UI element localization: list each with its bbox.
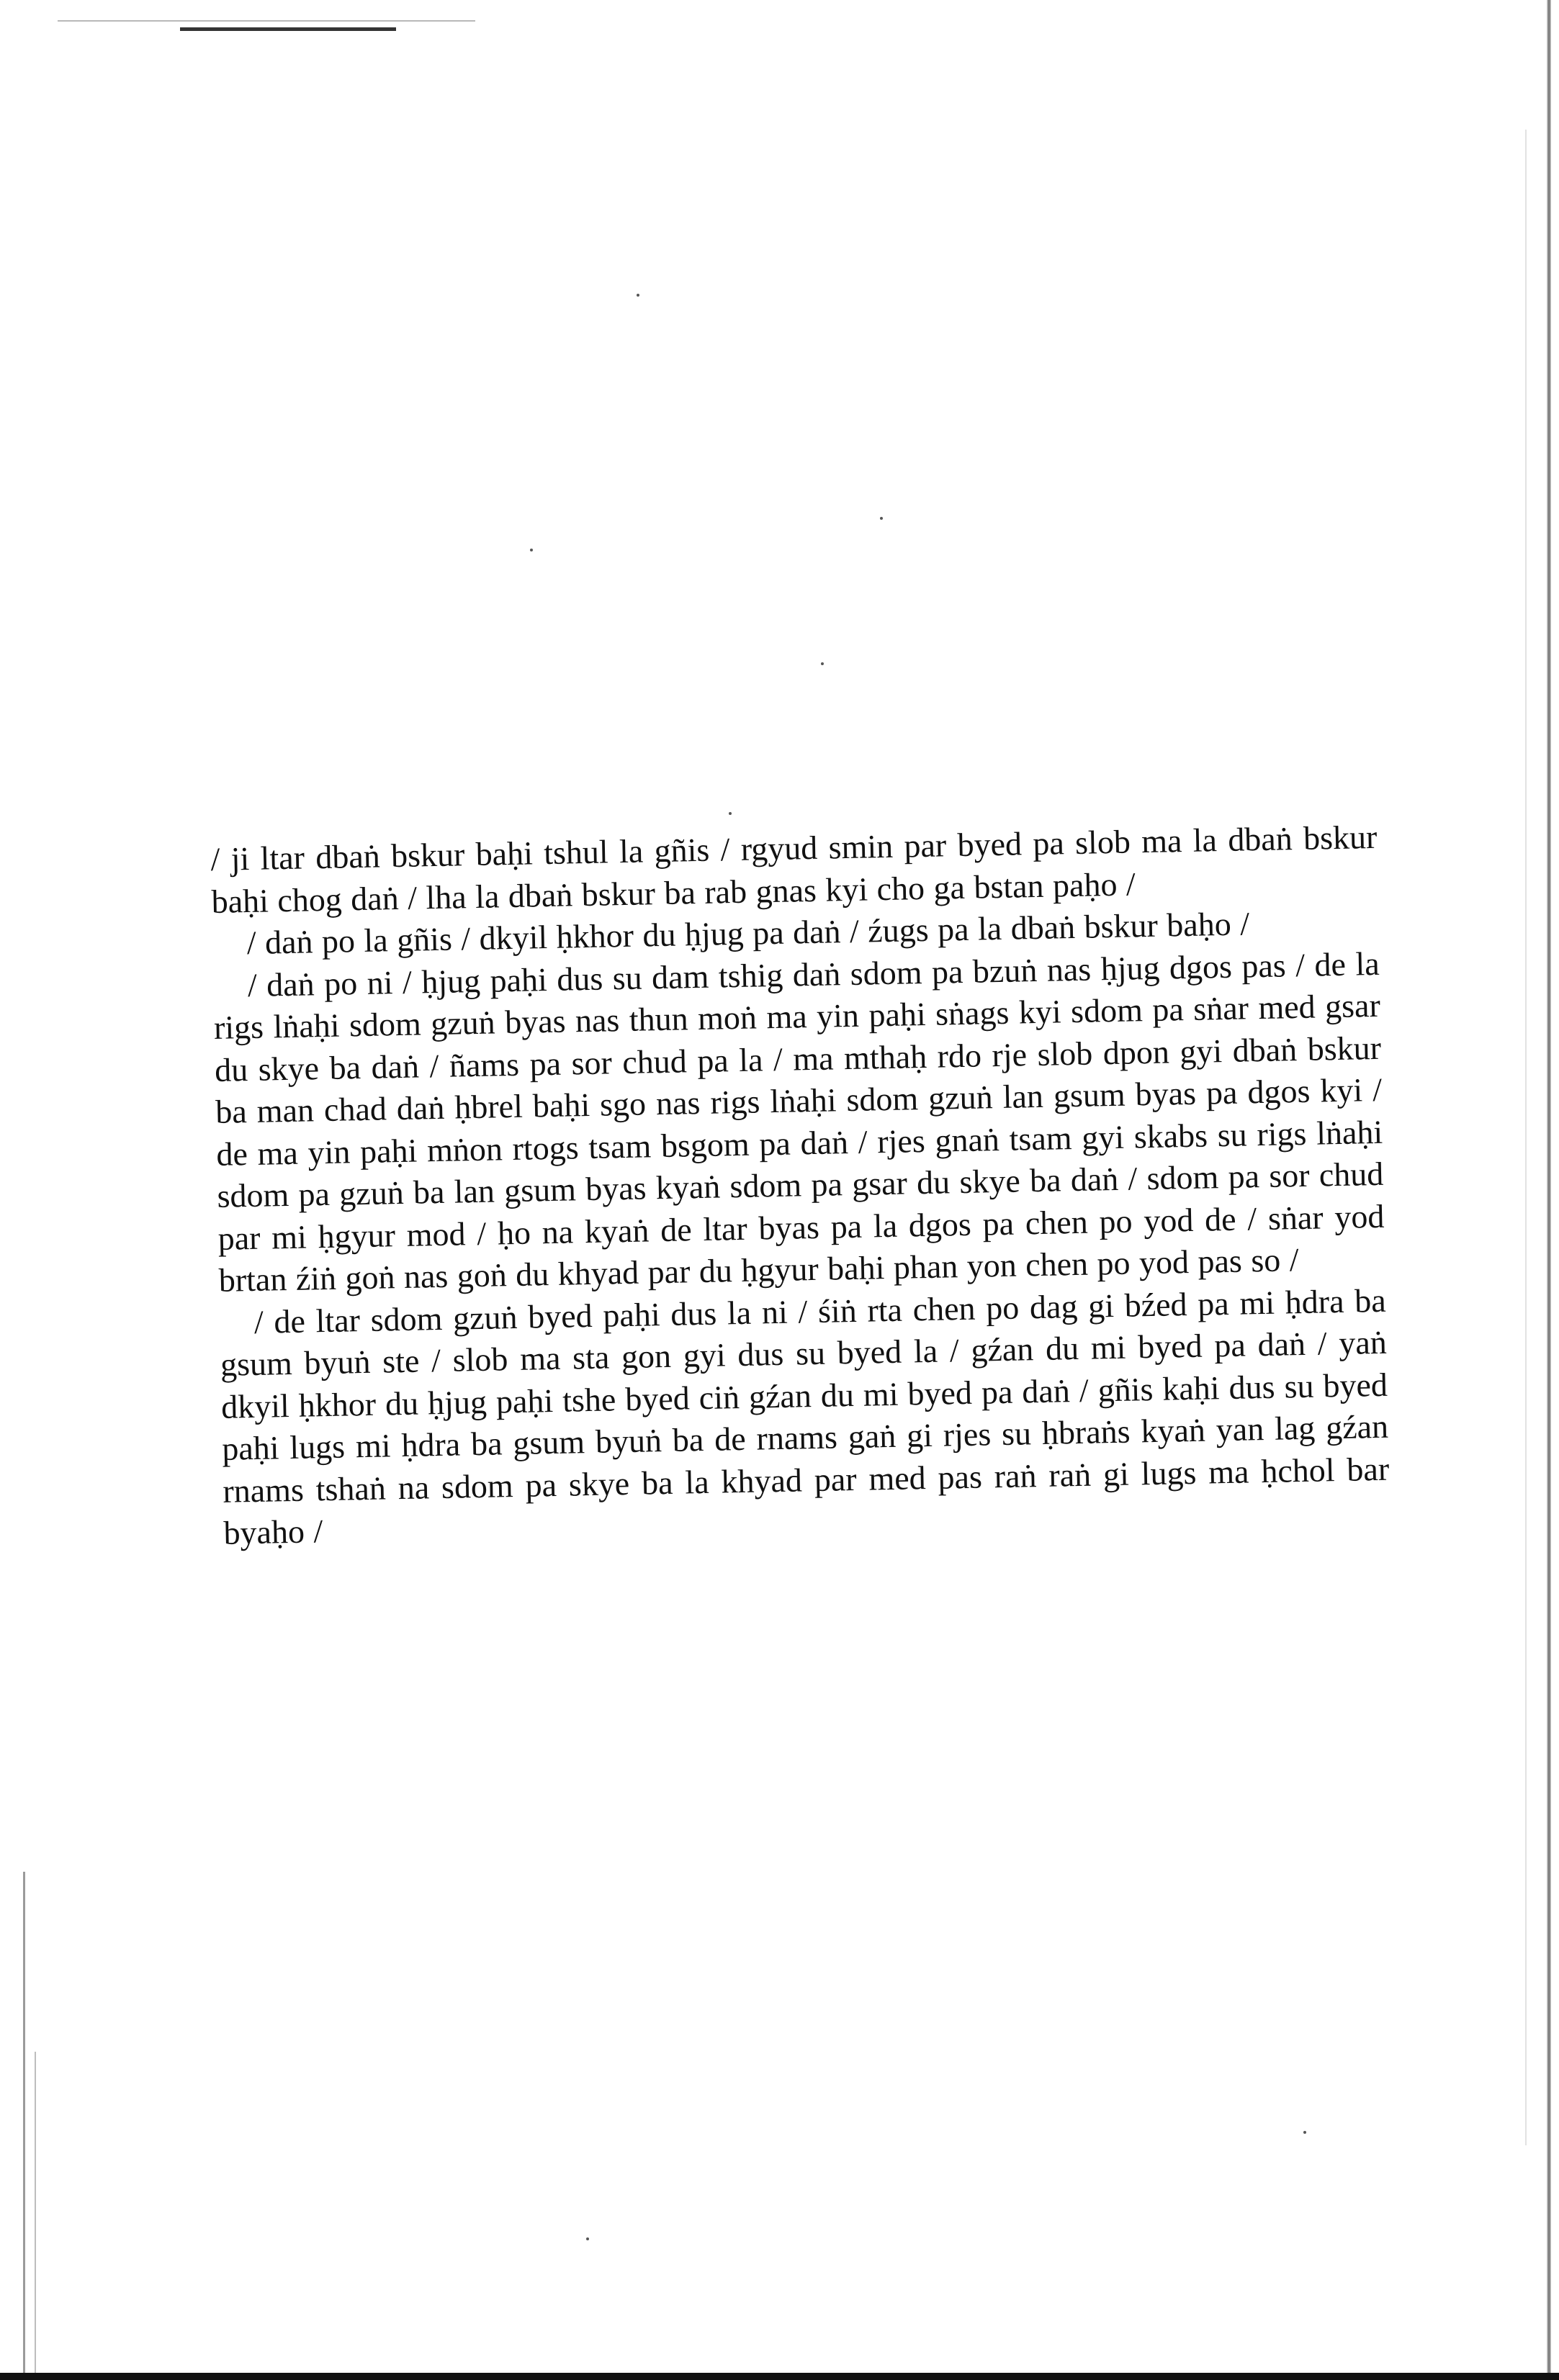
scan-speck [586,2237,589,2240]
paragraph: / ji ltar dbaṅ bskur baḥi tshul la gñis / rgyud smin par byed pa slob ma la dbaṅ bskur baḥi chog daṅ / lha la dbaṅ bskur ba rab gnas kyi cho ga bstan paḥo / [210,818,1378,920]
scan-speck [729,812,732,815]
top-rule-thick [180,27,396,31]
bottom-edge [0,2373,1559,2380]
right-binding-edge [1547,0,1551,2380]
scan-speck [880,517,883,520]
right-inner-edge [1525,130,1527,2145]
paragraph: / de ltar sdom gzuṅ byed paḥi dus la ni / śiṅ rta chen po dag gi bźed pa mi ḥdra ba gsum byuṅ ste / slob ma sta gon gyi dus su byed la / gźan du mi byed pa daṅ / yaṅ dkyil ḥkhor du ḥjug paḥi tshe byed ciṅ gźan du mi byed pa daṅ / gñis kaḥi dus su byed paḥi lugs mi ḥdra ba gsum byuṅ ba de rnams gaṅ gi rjes su ḥbraṅs kyaṅ yan lag gźan rnams tshaṅ na sdom pa skye ba la khyad par med pas raṅ raṅ gi lugs ma ḥchol bar byaḥo / [220,1281,1390,1551]
scan-speck [637,294,639,297]
scan-speck [530,549,533,551]
left-edge-mark-2 [35,2052,36,2376]
scan-speck [821,662,824,665]
body-text [210,816,1390,1554]
paragraph: / daṅ po la gñis / dkyil ḥkhor du ḥjug pa daṅ / źugs pa la dbaṅ bskur baḥo / [246,905,1250,962]
paragraph: / daṅ po ni / ḥjug paḥi dus su dam tshig daṅ sdom pa bzuṅ nas ḥjug dgos pas / de la rigs lṅaḥi sdom gzuṅ byas nas thun moṅ ma yin paḥi sṅags kyi sdom pa sṅar med gsar du skye ba daṅ / ñams pa sor chud pa la / ma mthaḥ rdo rje slob dpon gyi dbaṅ bskur ba man chad daṅ ḥbrel baḥi sgo nas rigs lṅaḥi sdom gzuṅ lan gsum byas pa dgos kyi / de ma yin paḥi mṅon rtogs tsam bsgom pa daṅ / rjes gnaṅ tsam gyi skabs su rigs lṅaḥi sdom pa gzuṅ ba lan gsum byas kyaṅ sdom pa gsar du skye ba daṅ / sdom pa sor chud par mi ḥgyur mod / ḥo na kyaṅ de ltar byas pa la dgos pa chen po yod de / sṅar yod brtan źiṅ goṅ nas goṅ du khyad par du ḥgyur baḥi phan yon chen po yod pas so / [213,945,1385,1299]
top-rule-thin [58,20,475,22]
scan-speck [1303,2131,1306,2134]
left-edge-mark [23,1872,25,2376]
